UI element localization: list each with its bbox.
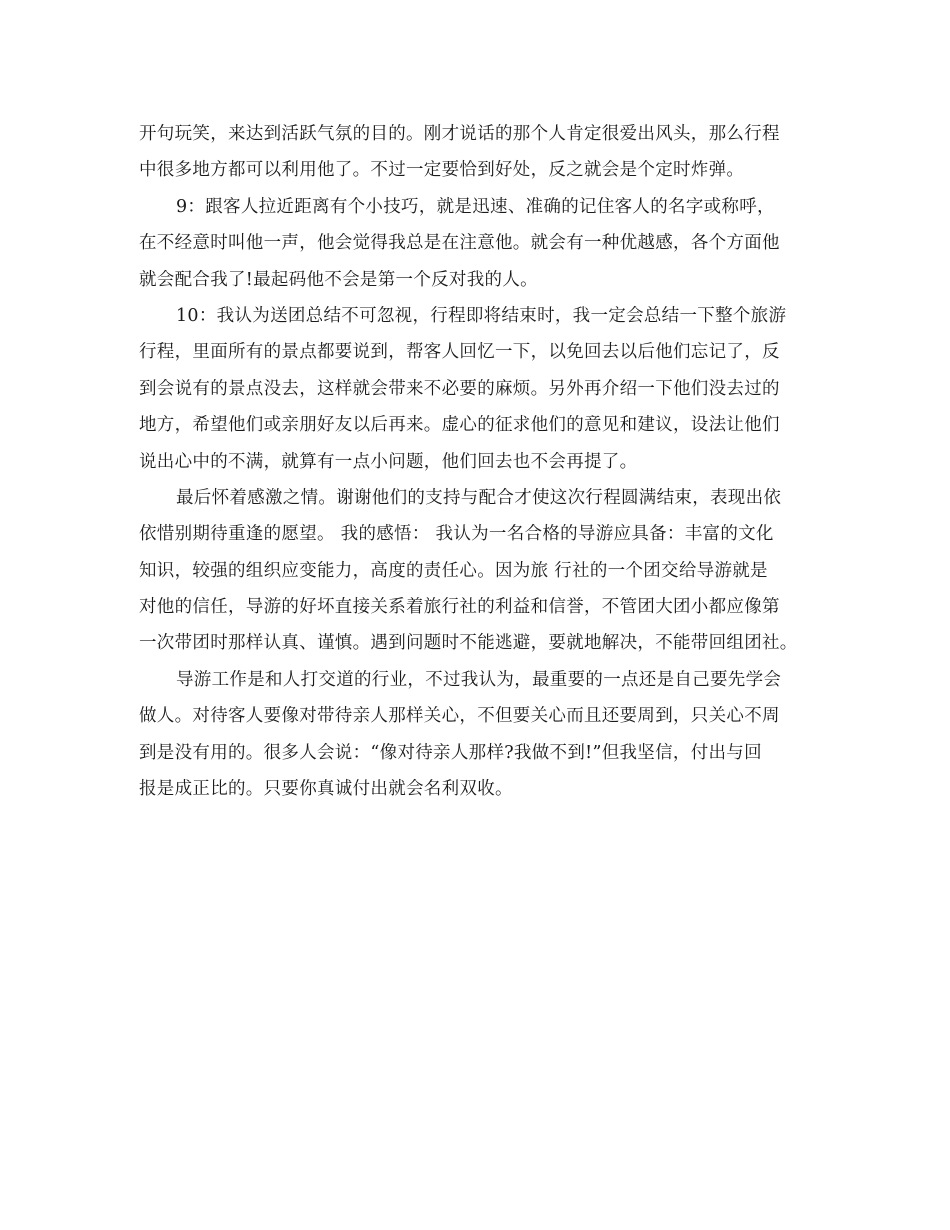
text-line: 做人。对待客人要像对带待亲人那样关心，不但要关心而且还要周到，只关心不周 (139, 706, 780, 727)
text-line: 说出心中的不满，就算有一点小问题，他们回去也不会再提了。 (139, 451, 638, 472)
text-line: 到是没有用的。很多人会说：“像对待亲人那样?我做不到!”但我坚信，付出与回 (139, 742, 762, 763)
document-body (139, 116, 829, 807)
text-line: 行程，里面所有的景点都要说到，帮客人回忆一下，以免回去以后他们忘记了，反 (139, 342, 780, 363)
text-line: 一次带团时那样认真、谨慎。遇到问题时不能逃避，要就地解决，不能带回组团社。 (139, 633, 798, 654)
text-line: 中很多地方都可以利用他了。不过一定要恰到好处，反之就会是个定时炸弹。 (139, 160, 745, 181)
text-line: 对他的信任，导游的好坏直接关系着旅行社的利益和信誉，不管团大团小都应像第 (139, 597, 780, 618)
text-line: 报是成正比的。只要你真诚付出就会名利双收。 (139, 779, 513, 800)
paragraph-start-line: 最后怀着感激之情。谢谢他们的支持与配合才使这次行程圆满结束，表现出依 (176, 487, 782, 508)
text-line: 开句玩笑，来达到活跃气氛的目的。刚才说话的那个人肯定很爱出风头，那么行程 (139, 124, 780, 144)
text-line: 地方，希望他们或亲朋好友以后再来。虚心的征求他们的意见和建议，设法让他们 (139, 415, 780, 436)
paragraph-start-line: 10：我认为送团总结不可忽视，行程即将结束时，我一定会总结一下整个旅游 (176, 305, 787, 326)
text-line: 在不经意时叫他一声，他会觉得我总是在注意他。就会有一种优越感，各个方面他 (139, 233, 780, 254)
text-line: 知识，较强的组织应变能力，高度的责任心。因为旅 行社的一个团交给导游就是 (139, 560, 768, 581)
paragraph-start-line: 导游工作是和人打交道的行业，不过我认为，最重要的一点还是自己要先学会 (176, 669, 782, 690)
text-line: 到会说有的景点没去，这样就会带来不必要的麻烦。另外再介绍一下他们没去过的 (139, 378, 780, 399)
paragraph-start-line: 9：跟客人拉近距离有个小技巧，就是迅速、准确的记住客人的名字或称呼， (176, 196, 775, 217)
text-line: 就会配合我了!最起码他不会是第一个反对我的人。 (139, 269, 538, 290)
text-line: 依惜别期待重逢的愿望。 我的感悟： 我认为一名合格的导游应具备：丰富的文化 (139, 524, 774, 545)
